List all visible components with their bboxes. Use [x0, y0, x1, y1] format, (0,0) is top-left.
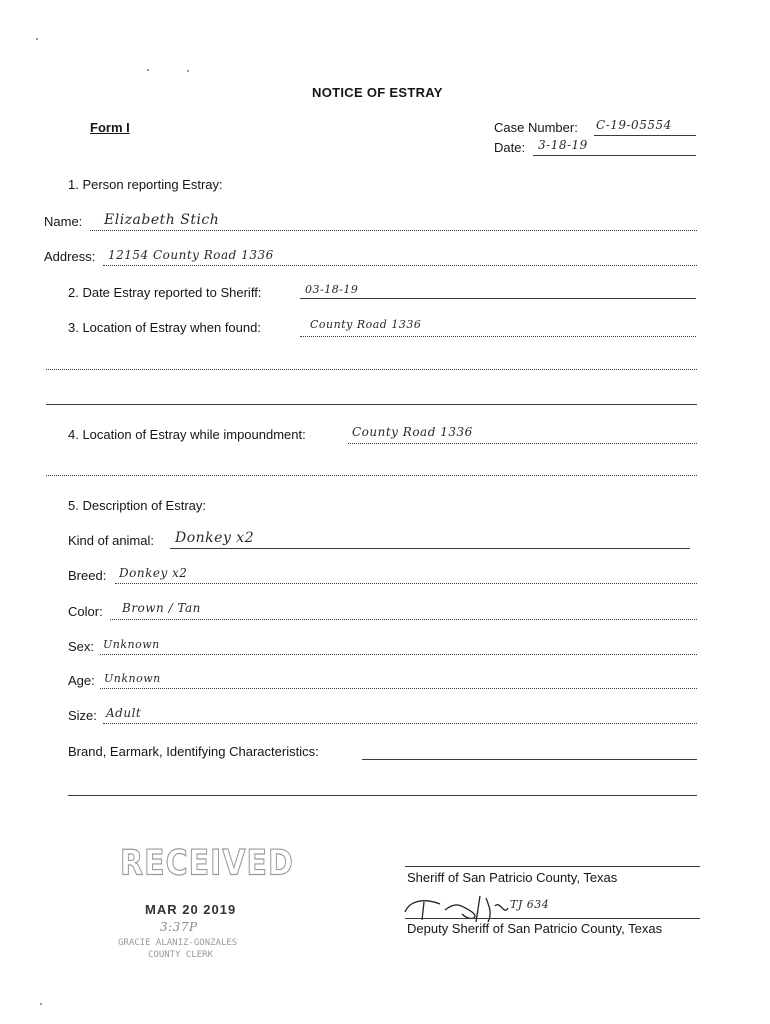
kind-value: Donkey x2 — [175, 530, 255, 546]
section2-value: 03-18-19 — [305, 283, 359, 296]
stamp-code: 3:37P — [160, 920, 198, 934]
size-line — [103, 723, 697, 724]
section3-line — [300, 336, 696, 337]
date-value: 3-18-19 — [538, 138, 588, 152]
age-value: Unknown — [104, 672, 161, 685]
deputy-signature-text: TJ 634 — [510, 898, 550, 911]
brand-label: Brand, Earmark, Identifying Characteristics: — [68, 744, 319, 759]
section2-line — [300, 298, 696, 299]
form-label: Form I — [90, 120, 130, 135]
name-label: Name: — [44, 214, 83, 229]
size-label: Size: — [68, 708, 97, 723]
sheriff-signature-line — [405, 866, 700, 867]
breed-label: Breed: — [68, 568, 107, 583]
brand-line — [362, 759, 697, 760]
document-title: NOTICE OF ESTRAY — [312, 85, 443, 100]
scan-speck — [187, 70, 189, 72]
stamp-clerk-name: GRACIE ALANIZ-GONZALES — [118, 938, 238, 948]
stamp-clerk-title: COUNTY CLERK — [148, 950, 214, 960]
age-label: Age: — [68, 673, 95, 688]
section3-extra-line-1 — [46, 369, 697, 370]
date-line — [533, 155, 696, 156]
age-line — [100, 688, 697, 689]
scan-speck — [36, 38, 38, 40]
case-number-label: Case Number: — [494, 120, 578, 135]
color-label: Color: — [68, 604, 103, 619]
section3-value: County Road 1336 — [310, 318, 422, 331]
case-number-line — [594, 135, 696, 136]
section4-extra-line — [46, 475, 697, 476]
name-line — [90, 230, 697, 231]
color-value: Brown / Tan — [122, 601, 201, 615]
name-value: Elizabeth Stich — [104, 212, 220, 228]
section5-heading: 5. Description of Estray: — [68, 498, 206, 513]
section3-label: 3. Location of Estray when found: — [68, 320, 261, 335]
sheriff-label: Sheriff of San Patricio County, Texas — [407, 870, 618, 885]
breed-line — [115, 583, 697, 584]
section2-label: 2. Date Estray reported to Sheriff: — [68, 285, 262, 300]
scan-speck — [40, 1003, 42, 1005]
sex-label: Sex: — [68, 639, 95, 654]
address-value: 12154 County Road 1336 — [108, 248, 274, 262]
section4-value: County Road 1336 — [352, 425, 473, 439]
address-label: Address: — [44, 249, 96, 264]
sex-line — [100, 654, 697, 655]
sex-value: Unknown — [103, 638, 160, 651]
section4-line — [348, 443, 697, 444]
breed-value: Donkey x2 — [119, 566, 188, 580]
section4-label: 4. Location of Estray while impoundment: — [68, 427, 306, 442]
scan-speck — [147, 69, 149, 71]
kind-line — [170, 548, 690, 549]
kind-label: Kind of animal: — [68, 533, 154, 548]
received-stamp: RECEIVED — [120, 843, 294, 884]
brand-extra-line — [68, 795, 697, 796]
deputy-label: Deputy Sheriff of San Patricio County, Texas — [407, 921, 663, 936]
color-line — [110, 619, 697, 620]
size-value: Adult — [106, 706, 142, 720]
date-label: Date: — [494, 140, 526, 155]
section3-extra-line-2 — [46, 404, 697, 405]
stamp-date: MAR 20 2019 — [145, 902, 237, 917]
address-line — [103, 265, 697, 266]
case-number-value: C-19-05554 — [596, 118, 672, 132]
deputy-signature-line — [405, 918, 700, 919]
section1-heading: 1. Person reporting Estray: — [68, 177, 223, 192]
